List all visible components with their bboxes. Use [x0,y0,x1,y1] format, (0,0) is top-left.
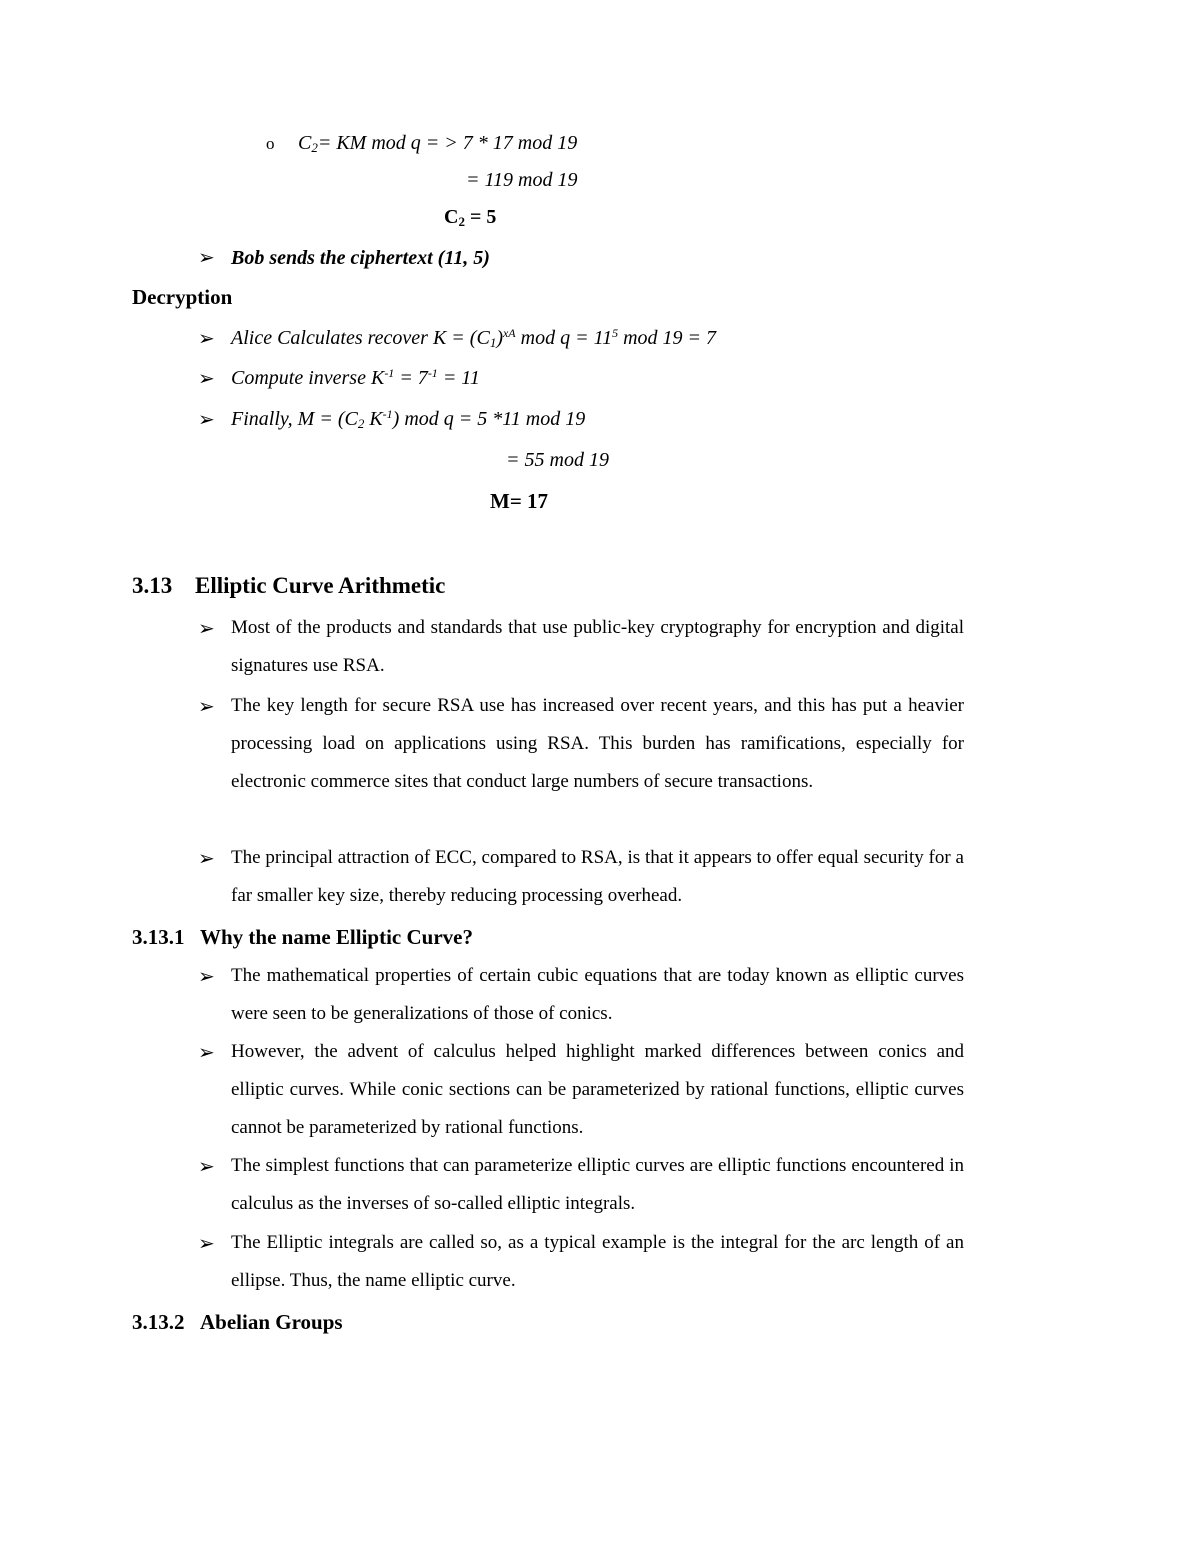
section-3-13-2-title: Abelian Groups [200,1310,343,1334]
arrow-bullet-icon: ➢ [198,618,215,640]
arrow-bullet-icon: ➢ [198,966,215,988]
decryption-step-recover-k: Alice Calculates recover $K = (C_1)^{xA}$ mod $q = 11^5$ mod 19 = 7 [231,326,717,350]
section-3-13-bullet: Most of the products and standards that use public-key cryptography for encryption and digital signatures use RSA. [231,617,964,676]
arrow-bullet-icon: ➢ [198,247,215,269]
section-3-13-number: 3.13 [132,573,173,598]
decryption-step-final-line2: = 55 mod 19 [506,449,609,471]
section-3-13-1-number: 3.13.1 [132,925,185,949]
section-3-13-bullet: The principal attraction of ECC, compared to RSA, is that it appears to offer equal security for a far smaller key size, thereby reducing processing overhead. [231,847,964,906]
decryption-heading: Decryption [132,285,233,309]
arrow-bullet-icon: ➢ [198,848,215,870]
circle-bullet: o [266,134,275,153]
arrow-bullet-icon: ➢ [198,1156,215,1178]
arrow-bullet-icon: ➢ [198,1042,215,1064]
arrow-bullet-icon: ➢ [198,328,215,350]
section-3-13-1-bullet: However, the advent of calculus helped highlight marked differences between conics and elliptic curves. While conic sections can be parameterized by rational functions, elliptic curves cannot be parameterized by rational functions. [231,1041,964,1138]
c2-formula-line1: $C_2=$ KM mod q = > 7 * 17 mod 19 [298,132,578,155]
arrow-bullet-icon: ➢ [198,1233,215,1255]
section-3-13-bullet: The key length for secure RSA use has increased over recent years, and this has put a heavier processing load on applications using RSA. This burden has ramifications, especially for electronic commerce sites that conduct large numbers of secure transactions. [231,695,964,792]
arrow-bullet-icon: ➢ [198,409,215,431]
arrow-bullet-icon: ➢ [198,696,215,718]
decryption-result: M= 17 [490,489,549,513]
decryption-step-final: Finally, $M = (C_2$ $K^{-1}$) mod q = 5 *11 mod 19 [231,407,586,431]
c2-result: $C_2 = 5$ [444,206,497,229]
c2-formula-line2: = 119 mod 19 [466,169,578,191]
section-3-13-1-title: Why the name Elliptic Curve? [200,925,473,949]
section-3-13-2-number: 3.13.2 [132,1310,185,1334]
section-3-13-1-bullet: The mathematical properties of certain cubic equations that are today known as elliptic curves were seen to be generalizations of those of conics. [231,965,964,1024]
arrow-bullet-icon: ➢ [198,368,215,390]
section-3-13-1-bullet: The simplest functions that can parameterize elliptic curves are elliptic functions encountered in calculus as the inverses of so-called elliptic integrals. [231,1155,964,1214]
section-3-13-1-bullet: The Elliptic integrals are called so, as a typical example is the integral for the arc length of an ellipse. Thus, the name elliptic curve. [231,1232,964,1291]
bob-sends-ciphertext: Bob sends the ciphertext (11, 5) [231,247,490,269]
decryption-step-inverse: Compute inverse $K^{-1} = 7^{-1} = 11$ [231,366,480,389]
section-3-13-title: Elliptic Curve Arithmetic [195,573,446,598]
